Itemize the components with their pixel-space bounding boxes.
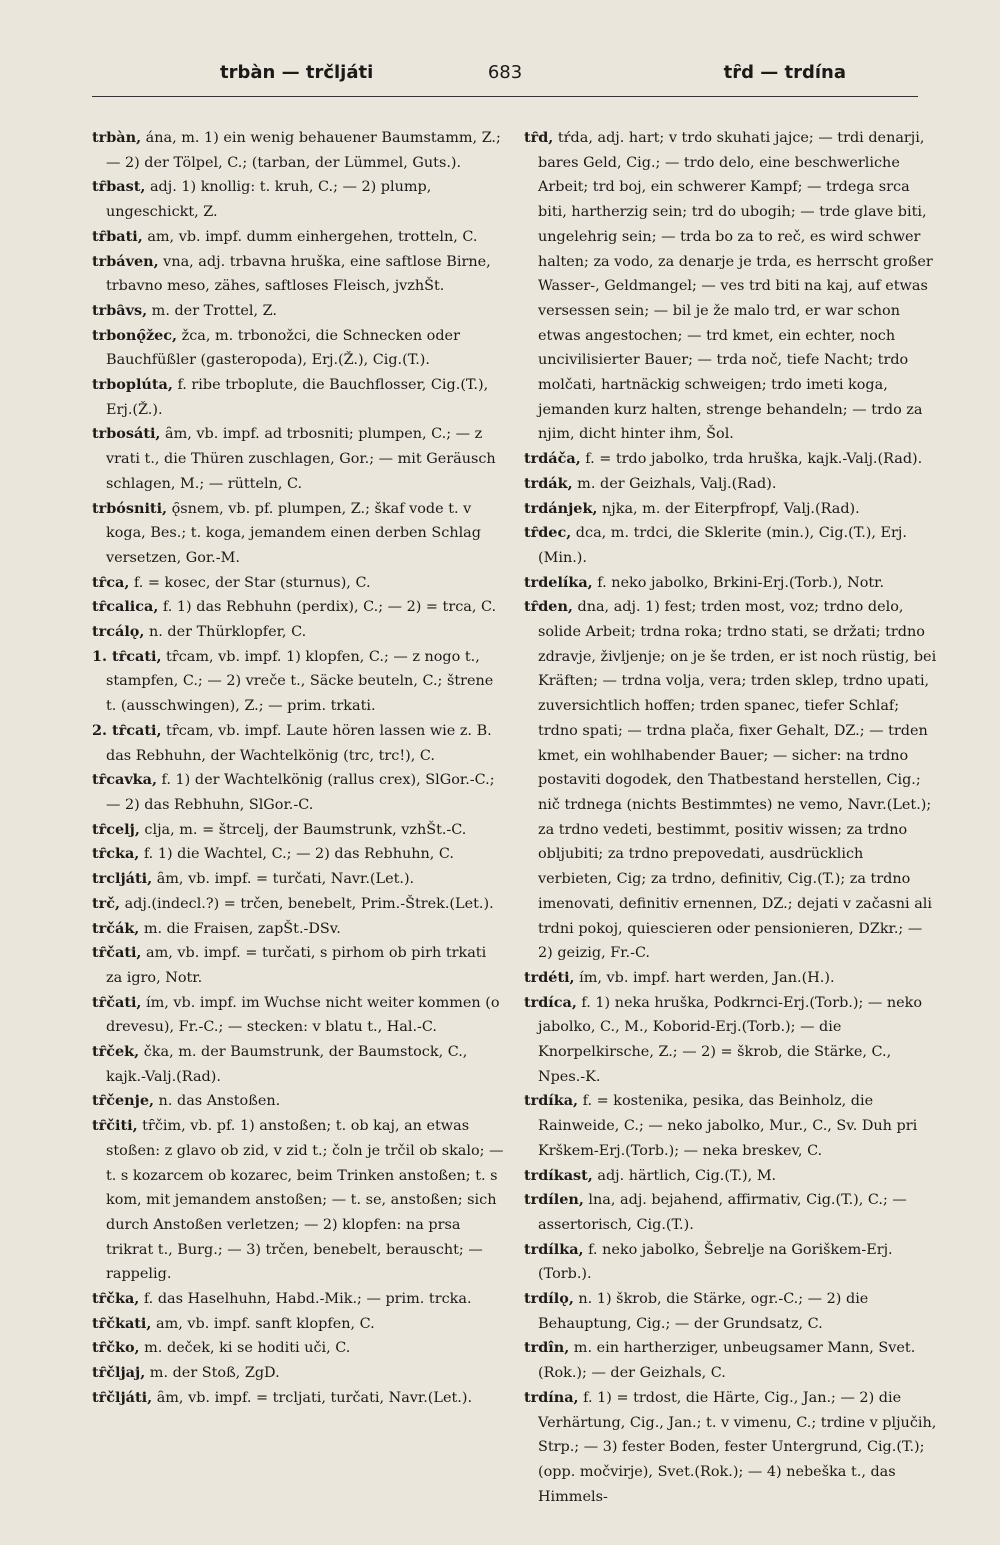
entry-definition: adj.(indecl.?) = trčen, benebelt, Prim.-Štrek.(Let.). [120,895,494,912]
entry-headword: trcálǫ, [92,623,145,641]
entry-headword: tȓcka, [92,845,140,863]
entry-definition: vna, adj. trbavna hruška, eine saftlose Birne, trbavno meso, zähes, saftloses Fleisch, jvzhŠt. [106,253,491,295]
dictionary-entry [92,842,505,867]
entry-headword: tȓd, [524,129,554,146]
entry-definition: am, vb. impf. sanft klopfen, C. [151,1315,375,1332]
entry-headword: trdíkast, [524,1166,593,1184]
entry-headword: trdíca, [524,993,577,1011]
dictionary-entry [92,1040,505,1089]
dictionary-entry [524,1386,937,1510]
dictionary-entry [92,818,505,843]
dictionary-entry [92,1114,505,1287]
dictionary-entry [92,299,505,324]
entry-headword: trbáven, [92,252,159,270]
entry-headword: trdák, [524,474,573,492]
entry-definition: f. 1) die Wachtel, C.; — 2) das Rebhuhn, C. [139,846,454,863]
dictionary-entry [92,892,505,917]
entry-headword: trdílka, [524,1240,584,1258]
entry-headword: tȓčiti, [92,1117,138,1135]
dictionary-entry [92,1287,505,1312]
entry-definition: tŕda, adj. hart; v trdo skuhati jajce; — trdi denarji, bares Geld, Cig.; — trdo delo, eine beschwerliche Arbeit; trd boj, ein schwerer Kampf; — trdega srca biti, hartherzig sein; trd do ubogih; — trde glave biti, ungelehrig sein; — trda bo za to reč, es wird schwer halten; za vodo, za denarje je trda, es herrscht großer Wasser-, Geldmangel; — ves trd biti na kaj, auf etwas versessen sein; — bil je že malo trd, er war schon etwas angestochen; — trd kmet, ein echter, noch uncivilisierter Bauer; — trda noč, tiefe Nacht; trdo molčati, hartnäckig schweigen; trdo imeti koga, jemanden kurz halten, strenge behandeln; — trdo za njim, dicht hinter ihm, Šol. [538,130,933,443]
entry-headword: 2. tȓcati, [92,721,162,739]
header-left-guide-words: trbàn — trčljáti [220,62,374,83]
entry-headword: tȓbati, [92,227,143,245]
dictionary-entry [524,571,937,596]
header-right-guide-words: tȓd — trdína [723,62,846,83]
dictionary-entry [92,373,505,422]
entry-headword: 1. tȓcati, [92,647,162,665]
dictionary-entry [524,1164,937,1189]
entry-definition: tȓcam, vb. impf. Laute hören lassen wie z. B. das Rebhuhn, der Wachtelkönig (trc, trc!), C. [106,722,492,764]
entry-definition: f. neko jabolko, Šebrelje na Goriškem-Erj.(Torb.). [538,1241,893,1283]
entry-definition: dna, adj. 1) fest; trden most, voz; trdno delo, solide Arbeit; trdna roka; trdno stati, se držati; trdno zdravje, življenje; on je še trden, er ist noch rüstig, bei Kräften; — trdna volja, vera; trden sklep, trdno upati, zuversichtlich hoffen; trden spanec, tiefer Schlaf; trdno spati; — trdna plača, fixer Gehalt, DZ.; — trden kmet, ein wohlhabender Bauer; — sicher: na trdno postaviti dogodek, den Thatbestand herstellen, Cig.; nič trdnega (nichts Bestimmtes) ne vemo, Navr.(Let.); za trdno vedeti, bestimmt, positiv wissen; za trdno obljubiti; za trdno prepovedati, ausdrücklich verbieten, Cig; za trdno, definitiv, Cig.(T.); za trdno imenovati, definitiv ernennen, DZ.; dejati v začasni ali trdni pokoj, quiescieren oder pensionieren, DZkr.; — 2) geizig, Fr.-C. [538,599,937,962]
dictionary-entry [92,620,505,645]
entry-headword: trdína, [524,1388,579,1406]
dictionary-entry [92,867,505,892]
dictionary-entry [524,991,937,1090]
dictionary-entry [524,1287,937,1336]
dictionary-entry [524,447,937,472]
dictionary-entry [524,1188,937,1237]
running-header [92,58,918,88]
dictionary-entry [524,126,937,447]
entry-headword: trbósniti, [92,499,168,517]
entry-definition: am, vb. impf. = turčati, s pirhom ob pirh trkati za igro, Notr. [106,945,487,986]
entry-headword: tȓčenje, [92,1092,154,1110]
dictionary-entry [92,1312,505,1337]
entry-headword: tȓca, [92,573,130,591]
entry-headword: trčák, [92,919,140,937]
entry-definition: adj. 1) knollig: t. kruh, C.; — 2) plump, ungeschickt, Z. [106,179,432,221]
entry-headword: trdîn, [524,1339,570,1357]
dictionary-entry [524,595,937,966]
entry-definition: dca, m. trdci, die Sklerite (min.), Cig.(T.), Erj.(Min.). [538,525,907,566]
entry-headword: trdílǫ, [524,1290,574,1308]
entry-definition: f. das Haselhuhn, Habd.-Mik.; — prim. trcka. [139,1291,472,1308]
dictionary-entry [92,768,505,817]
dictionary-entry [92,719,505,768]
header-rule [92,96,918,97]
dictionary-entry [92,175,505,224]
dictionary-entry [92,1386,505,1411]
entry-definition: f. 1) das Rebhuhn (perdix), C.; — 2) = trca, C. [158,599,497,616]
entry-headword: trbȃvs, [92,301,148,319]
page-number: 683 [487,62,523,83]
dictionary-entry [92,941,505,990]
dictionary-entry [524,521,937,570]
entry-definition: tȓcam, vb. impf. 1) klopfen, C.; — z nogo t., stampfen, C.; — 2) vreče t., Säcke beuteln, C.; štrene t. (ausschwingen), Z.; — prim. trkati. [106,648,494,715]
entry-definition: n. 1) škrob, die Stärke, ogr.-C.; — 2) die Behauptung, Cig.; — der Grundsatz, C. [538,1291,869,1332]
dictionary-entry [92,497,505,571]
entry-definition: čka, m. der Baumstrunk, der Baumstock, C., kajk.-Valj.(Rad). [106,1044,468,1085]
dictionary-entry [92,1361,505,1386]
entry-headword: tȓden, [524,598,573,616]
entry-definition: f. ribe trboplute, die Bauchflosser, Cig.(T.), Erj.(Ž.). [106,377,489,418]
entry-headword: trdánjek, [524,499,598,517]
dictionary-entry [92,1089,505,1114]
entry-definition: ím, vb. impf. hart werden, Jan.(H.). [574,969,835,986]
entry-definition: ȃm, vb. impf. = turčati, Navr.(Let.). [152,871,415,888]
entry-definition: f. = trdo jabolko, trda hruška, kajk.-Valj.(Rad). [580,451,923,468]
entry-definition: am, vb. impf. dumm einhergehen, trotteln, C. [142,228,478,245]
entry-definition: n. das Anstoßen. [153,1093,281,1110]
entry-headword: trdílen, [524,1191,584,1209]
entry-definition: lna, adj. bejahend, affirmativ, Cig.(T.), C.; — assertorisch, Cig.(T.). [538,1192,907,1233]
entry-headword: tȓčko, [92,1339,140,1357]
entry-definition: n. der Thürklopfer, C. [144,624,307,641]
dictionary-entry [92,225,505,250]
entry-definition: m. der Stoß, ZgD. [145,1365,280,1382]
entry-headword: tȓbast, [92,178,146,196]
dictionary-entry [92,917,505,942]
entry-headword: trdéti, [524,968,575,986]
entry-definition: f. = kostenika, pesika, das Beinholz, die Rainweide, C.; — neko jabolko, Mur., C., Sv. Duh pri Krškem-Erj.(Torb.); — neka breskev, C. [538,1093,918,1159]
entry-definition: m. ein hartherziger, unbeugsamer Mann, Svet.(Rok.); — der Geizhals, C. [538,1340,916,1382]
entry-definition: f. neko jabolko, Brkini-Erj.(Torb.), Notr. [592,574,885,591]
entry-definition: ǫ̑snem, vb. pf. plumpen, Z.; škaf vode t. v koga, Bes.; t. koga, jemandem einen derben Schlag versetzen, Gor.-M. [106,500,481,566]
dictionary-entry [92,1336,505,1361]
entry-headword: tȓčka, [92,1290,140,1308]
dictionary-entry [92,595,505,620]
entry-headword: tȓcelj, [92,820,140,838]
entry-definition: f. 1) = trdost, die Härte, Cig., Jan.; — 2) die Verhärtung, Cig., Jan.; t. v vimenu, C.; trdine v pljučih, Strp.; — 3) fester Boden, fester Untergrund, Cig.(T.); (opp. močvirje), Svet.(Rok.); — 4) nebeška t., das Himmels- [538,1389,937,1505]
entry-definition: m. deček, ki se hoditi uči, C. [139,1340,351,1357]
entry-definition: m. der Geizhals, Valj.(Rad). [572,475,777,492]
right-column [524,126,937,1509]
entry-definition: tȓčim, vb. pf. 1) anstoßen; t. ob kaj, an etwas stoßen: z glavo ob zid, v zid t.; čoln je trčil ob skalo; — t. s kozarcem ob kozarec, beim Trinken anstoßen; t. s kom, mit jemandem anstoßen; — t. se, anstoßen; sich durch Anstoßen verletzen; — 2) klopfen: na prsa trikrat t., Burg.; — 3) trčen, benebelt, berauscht; — rappelig. [106,1118,504,1283]
entry-definition: adj. härtlich, Cig.(T.), M. [592,1167,777,1184]
entry-definition: ȃm, vb. impf. ad trbosniti; plumpen, C.; — z vrati t., die Thüren zuschlagen, Gor.; — mit Geräusch schlagen, M.; — rütteln, C. [106,426,496,492]
dictionary-entry [524,1238,937,1287]
dictionary-entry [92,991,505,1040]
entry-headword: tȓček, [92,1043,140,1061]
dictionary-entry [524,1089,937,1163]
entry-headword: tȓčati, [92,993,142,1011]
dictionary-entry [92,324,505,373]
left-column [92,126,505,1411]
entry-headword: trdíka, [524,1092,579,1110]
entry-definition: njka, m. der Eiterpfropf, Valj.(Rad). [597,500,860,517]
dictionary-entry [524,966,937,991]
entry-definition: f. 1) der Wachtelkönig (rallus crex), SlGor.-C.; — 2) das Rebhuhn, SlGor.-C. [106,772,495,813]
entry-headword: tȓdec, [524,524,572,542]
entry-headword: tȓcalica, [92,598,159,616]
entry-headword: trbosáti, [92,425,161,443]
entry-headword: trcljáti, [92,870,153,888]
entry-headword: trbàn, [92,129,142,146]
dictionary-entry [92,422,505,496]
entry-definition: ána, m. 1) ein wenig behauener Baumstamm, Z.; — 2) der Tölpel, C.; (tarban, der Lümmel, Guts.). [106,130,501,171]
entry-definition: ím, vb. impf. im Wuchse nicht weiter kommen (o drevesu), Fr.-C.; — stecken: v blatu t., Hal.-C. [106,994,500,1036]
entry-definition: m. die Fraisen, zapŠt.-DSv. [139,920,341,937]
entry-definition: f. 1) neka hruška, Podkrnci-Erj.(Torb.); — neko jabolko, C., M., Koborid-Erj.(Torb.); — die Knorpelkirsche, Z.; — 2) = škrob, die Stärke, C., Npes.-K. [538,994,923,1085]
entry-definition: ȃm, vb. impf. = trcljati, turčati, Navr.(Let.). [152,1389,473,1406]
entry-definition: žca, m. trbonožci, die Schnecken oder Bauchfüßler (gasteropoda), Erj.(Ž.), Cig.(T.). [106,327,460,369]
entry-headword: trboplúta, [92,376,173,394]
entry-definition: clja, m. = štrcelj, der Baumstrunk, vzhŠt.-C. [139,821,467,838]
entry-headword: trbonǫ̑žec, [92,326,178,344]
dictionary-entry [524,472,937,497]
entry-headword: tȓcavka, [92,771,157,789]
entry-headword: tȓčljáti, [92,1388,153,1406]
entry-headword: tȓčati, [92,944,142,962]
dictionary-entry [524,497,937,522]
entry-definition: m. der Trottel, Z. [147,302,277,319]
dictionary-entry [92,126,505,175]
dictionary-entry [92,645,505,719]
dictionary-entry [524,1336,937,1385]
dictionary-entry [92,571,505,596]
entry-headword: tȓčljaj, [92,1364,146,1382]
entry-headword: trč, [92,894,121,912]
dictionary-entry [92,250,505,299]
entry-headword: tȓčkati, [92,1314,152,1332]
entry-headword: trdelíka, [524,573,593,591]
entry-headword: trdáča, [524,450,581,468]
entry-definition: f. = kosec, der Star (sturnus), C. [129,574,371,591]
